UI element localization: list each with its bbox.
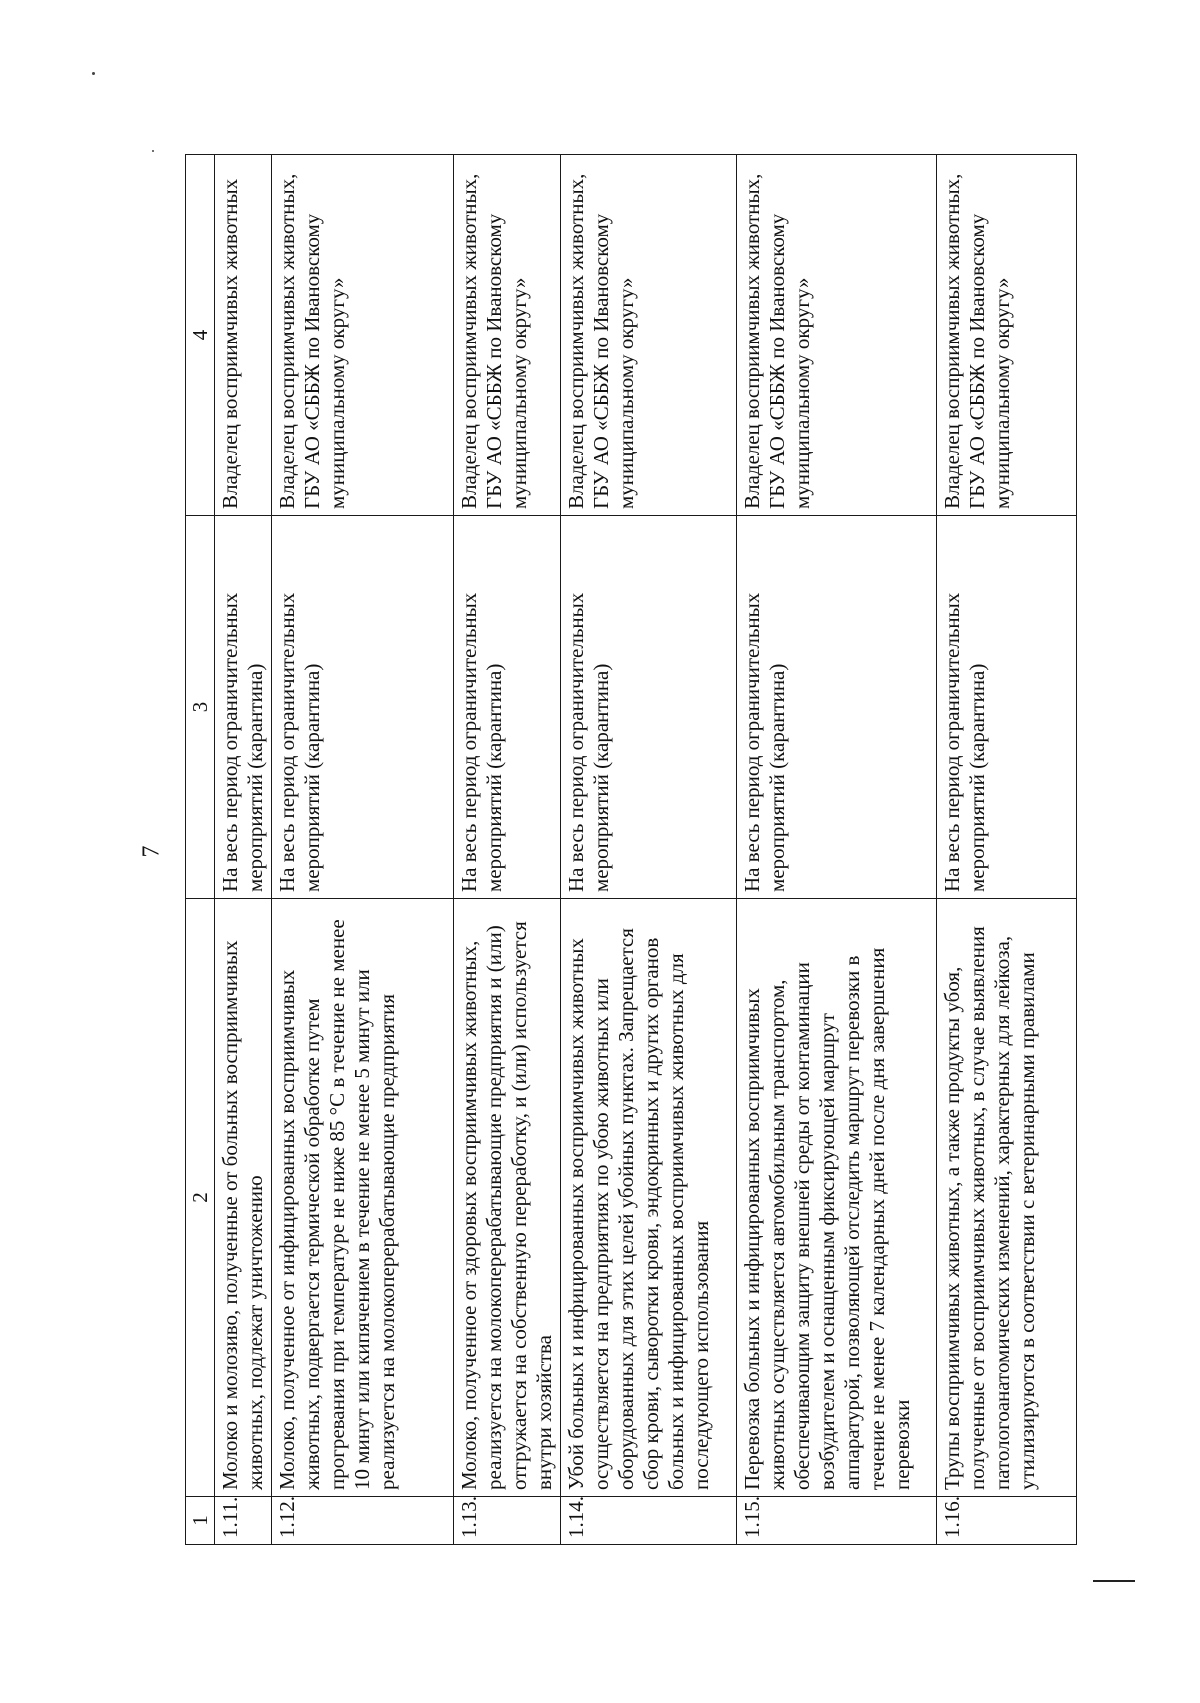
table-row <box>561 155 737 1545</box>
period-text: На весь период ограничительных мероприятий (карантина) <box>937 516 1077 899</box>
table-row <box>454 155 561 1545</box>
period-text: На весь период ограничительных мероприятий (карантина) <box>737 516 937 899</box>
measure-text: Убой больных и инфицированных восприимчивых животных осуществляется на предприятиях по убою животных или оборудованных для этих целей убойных пунктах. Запрещается сбор крови, сыворотки крови, эндокринных и других органов больных и инфицированных восприимчивых животных для последующего использования <box>561 899 737 1497</box>
measure-text: Молоко, полученное от инфицированных восприимчивых животных, подвергается термической обработке путем прогревания при температуре не ниже 85 °С в течение не менее 10 минут или кипячением в течение не менее 5 минут или реализуется на молокоперерабатывающие предприятия <box>272 899 454 1497</box>
table-header-row <box>186 155 215 1545</box>
measure-text: Молоко, полученное от здоровых восприимчивых животных, реализуется на молокоперерабатывающие предприятия и (или) отгружается на собственную переработку, и (или) используется внутри хозяйства <box>454 899 561 1497</box>
row-number: 1.15. <box>737 1497 937 1545</box>
responsible-text: Владелец восприимчивых животных <box>215 155 272 516</box>
row-number: 1.14. <box>561 1497 737 1545</box>
responsible-text: Владелец восприимчивых животных, ГБУ АО «СББЖ по Ивановскому муниципальному округу» <box>561 155 737 516</box>
column-header: 1 <box>186 1497 215 1545</box>
responsible-text: Владелец восприимчивых животных, ГБУ АО «СББЖ по Ивановскому муниципальному округу» <box>937 155 1077 516</box>
period-text: На весь период ограничительных мероприятий (карантина) <box>454 516 561 899</box>
footer-rule <box>1093 1580 1135 1582</box>
measures-table <box>185 154 1077 1545</box>
table-row <box>937 155 1077 1545</box>
row-number: 1.16. <box>937 1497 1077 1545</box>
table-row <box>737 155 937 1545</box>
rotated-page-content <box>185 155 1065 1545</box>
responsible-text: Владелец восприимчивых животных, ГБУ АО «СББЖ по Ивановскому муниципальному округу» <box>272 155 454 516</box>
column-header: 3 <box>186 516 215 899</box>
period-text: На весь период ограничительных мероприятий (карантина) <box>215 516 272 899</box>
scan-speck <box>92 72 95 75</box>
row-number: 1.13. <box>454 1497 561 1545</box>
period-text: На весь период ограничительных мероприятий (карантина) <box>272 516 454 899</box>
measure-text: Перевозка больных и инфицированных восприимчивых животных осуществляется автомобильным транспортом, обеспечивающим защиту внешней среды от контаминации возбудителем и оснащенным фиксирующей маршрут аппаратурой, позволяющей отследить маршрут перевозки в течение не менее 7 календарных дней после дня завершения перевозки <box>737 899 937 1497</box>
period-text: На весь период ограничительных мероприятий (карантина) <box>561 516 737 899</box>
table-row <box>272 155 454 1545</box>
row-number: 1.12. <box>272 1497 454 1545</box>
measure-text: Трупы восприимчивых животных, а также продукты убоя, полученные от восприимчивых животных, в случае выявления патологоанатомических изменений, характерных для лейкоза, утилизируются в соответствии с ветеринарными правилами <box>937 899 1077 1497</box>
measure-text: Молоко и молозиво, полученные от больных восприимчивых животных, подлежат уничтожению <box>215 899 272 1497</box>
column-header: 2 <box>186 899 215 1497</box>
row-number: 1.11. <box>215 1497 272 1545</box>
responsible-text: Владелец восприимчивых животных, ГБУ АО «СББЖ по Ивановскому муниципальному округу» <box>454 155 561 516</box>
column-header: 4 <box>186 155 215 516</box>
responsible-text: Владелец восприимчивых животных, ГБУ АО «СББЖ по Ивановскому муниципальному округу» <box>737 155 937 516</box>
table-row <box>215 155 272 1545</box>
scan-speck <box>152 150 154 152</box>
page-number: 7 <box>138 845 165 858</box>
